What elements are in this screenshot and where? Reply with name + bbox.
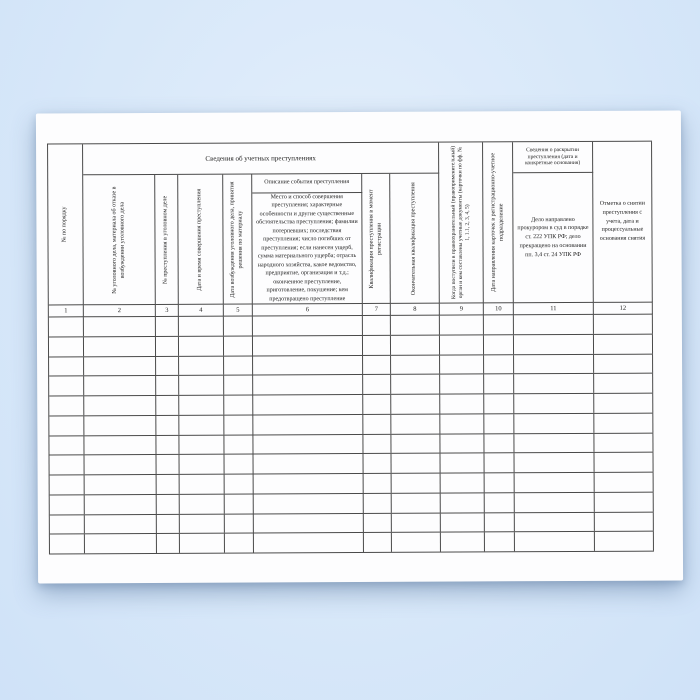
col-header-removal-note xyxy=(593,142,653,303)
empty-cell xyxy=(224,435,253,454)
event-description-detail-text: Место и способ совершения преступления; характерные особенности и другие существенные обстоятельства преступления; фамилии потерпевших; последствия преступления; число погибших от преступления; если нанесен ущерб, сумма материального ущерба; отрасль народного хозяйства, какое ведомство, предприятие, организация и т.д.; оконченное преступление, приготовление, покушение; кем предотвращено преступление xyxy=(256,193,358,303)
empty-cell xyxy=(84,416,156,435)
empty-cell xyxy=(514,335,594,354)
empty-cell xyxy=(392,474,441,493)
col-header-case-number xyxy=(83,175,156,305)
empty-cell xyxy=(364,494,392,513)
col-header-crime-datetime xyxy=(178,175,224,305)
empty-cell xyxy=(391,335,440,354)
empty-cell xyxy=(363,336,391,355)
empty-cell xyxy=(50,475,85,494)
empty-cell xyxy=(224,376,253,395)
empty-cell xyxy=(392,533,441,552)
empty-cell xyxy=(225,514,254,533)
empty-cell xyxy=(85,534,157,553)
empty-cell xyxy=(254,513,364,532)
empty-cell xyxy=(85,495,157,514)
empty-cell xyxy=(485,454,515,473)
col-header-cards-sent-date xyxy=(483,142,514,303)
empty-cell xyxy=(440,394,484,413)
col-number-5: 5 xyxy=(224,305,253,317)
empty-cell xyxy=(484,355,514,374)
empty-cell xyxy=(157,495,180,514)
empty-cell xyxy=(441,533,485,552)
empty-cell xyxy=(485,513,515,532)
empty-cell xyxy=(595,453,654,472)
col-number-12: 12 xyxy=(594,303,653,315)
empty-cell xyxy=(156,416,179,435)
empty-cell xyxy=(224,415,253,434)
empty-cell xyxy=(515,493,595,512)
empty-cell xyxy=(179,415,224,434)
col-header-solved-info-label: Сведения о раскрытии преступления (дата и конкретные основания) xyxy=(525,146,581,167)
col-header-order-no-label: № по порядку xyxy=(61,206,68,243)
empty-cell xyxy=(84,435,156,454)
merged-header-label: Сведения об учетных преступлениях xyxy=(205,153,316,163)
col-header-final-qualification-label: Окончательная квалификация преступления xyxy=(410,181,417,295)
col-number-2: 2 xyxy=(84,305,156,317)
empty-cell xyxy=(364,474,392,493)
empty-cell xyxy=(224,356,253,375)
col-header-event-description-label: Описание события преступления xyxy=(264,179,350,186)
empty-cell xyxy=(179,317,224,336)
col-number-6: 6 xyxy=(253,304,363,317)
empty-cell xyxy=(363,415,391,434)
empty-cell xyxy=(253,316,363,335)
empty-cell xyxy=(363,316,391,335)
table-row xyxy=(50,532,654,555)
empty-cell xyxy=(157,514,180,533)
empty-cell xyxy=(485,473,515,492)
empty-cell xyxy=(391,414,440,433)
empty-cell xyxy=(514,354,594,373)
empty-cell xyxy=(440,434,484,453)
empty-cell xyxy=(180,494,225,513)
empty-cell xyxy=(594,433,653,452)
col-number-8: 8 xyxy=(391,304,440,316)
empty-cell xyxy=(49,337,84,356)
empty-cell xyxy=(515,532,595,551)
empty-cell xyxy=(225,534,254,553)
empty-cell xyxy=(156,376,179,395)
empty-cell xyxy=(179,435,224,454)
empty-cell xyxy=(50,535,85,554)
empty-cell xyxy=(595,473,654,492)
empty-cell xyxy=(50,456,85,475)
event-description-detail-cell xyxy=(252,193,363,305)
empty-rows-area xyxy=(49,315,654,555)
empty-cell xyxy=(85,455,157,474)
empty-cell xyxy=(50,515,85,534)
empty-cell xyxy=(157,534,180,553)
empty-cell xyxy=(49,317,84,336)
empty-cell xyxy=(441,454,485,473)
empty-cell xyxy=(225,475,254,494)
empty-cell xyxy=(440,414,484,433)
empty-cell xyxy=(515,453,595,472)
empty-cell xyxy=(49,416,84,435)
empty-cell xyxy=(84,376,156,395)
empty-cell xyxy=(594,413,653,432)
empty-cell xyxy=(363,434,391,453)
empty-cell xyxy=(224,396,253,415)
empty-cell xyxy=(253,395,363,414)
empty-cell xyxy=(180,534,225,553)
solved-info-detail-cell xyxy=(513,173,594,303)
empty-cell xyxy=(157,455,180,474)
crime-register-table xyxy=(47,141,654,555)
empty-cell xyxy=(156,435,179,454)
empty-cell xyxy=(484,394,514,413)
empty-cell xyxy=(391,375,440,394)
empty-cell xyxy=(49,377,84,396)
empty-cell xyxy=(50,495,85,514)
empty-cell xyxy=(515,473,595,492)
empty-cell xyxy=(179,376,224,395)
empty-cell xyxy=(440,355,484,374)
col-number-7: 7 xyxy=(363,304,391,316)
empty-cell xyxy=(225,494,254,513)
empty-cell xyxy=(514,433,594,452)
col-header-crime-datetime-label: Дата и время совершения преступления xyxy=(196,188,203,291)
empty-cell xyxy=(49,436,84,455)
empty-cell xyxy=(179,356,224,375)
empty-cell xyxy=(484,315,514,334)
empty-cell xyxy=(392,454,441,473)
empty-cell xyxy=(515,512,595,531)
empty-cell xyxy=(254,474,364,493)
empty-cell xyxy=(484,414,514,433)
empty-cell xyxy=(84,317,156,336)
col-header-crime-number xyxy=(155,175,179,305)
empty-cell xyxy=(364,454,392,473)
empty-cell xyxy=(595,492,654,511)
col-number-10: 10 xyxy=(484,303,514,315)
empty-cell xyxy=(440,315,484,334)
col-header-event-description xyxy=(252,174,362,194)
empty-cell xyxy=(363,355,391,374)
empty-cell xyxy=(484,375,514,394)
col-header-case-number-label: № уголовного дела, материала об отказе в возбуждении уголовного дела xyxy=(110,186,126,294)
empty-cell xyxy=(156,356,179,375)
col-header-case-opened-date xyxy=(223,175,253,305)
empty-cell xyxy=(485,533,515,552)
empty-cell xyxy=(254,454,364,473)
empty-cell xyxy=(594,354,653,373)
empty-cell xyxy=(253,355,363,374)
empty-cell xyxy=(156,317,179,336)
empty-cell xyxy=(253,336,363,355)
empty-cell xyxy=(180,455,225,474)
col-header-solved-info xyxy=(513,142,593,173)
empty-cell xyxy=(84,337,156,356)
empty-cell xyxy=(514,414,594,433)
empty-cell xyxy=(156,337,179,356)
empty-cell xyxy=(441,493,485,512)
empty-cell xyxy=(85,514,157,533)
empty-cell xyxy=(49,357,84,376)
empty-cell xyxy=(485,493,515,512)
merged-header-recorded-crimes xyxy=(83,143,439,176)
col-number-3: 3 xyxy=(156,305,179,317)
empty-cell xyxy=(391,395,440,414)
empty-cell xyxy=(392,513,441,532)
empty-cell xyxy=(254,533,364,552)
col-header-final-qualification xyxy=(390,174,440,304)
empty-cell xyxy=(363,375,391,394)
empty-cell xyxy=(594,334,653,353)
empty-cell xyxy=(594,374,653,393)
empty-cell xyxy=(85,475,157,494)
empty-cell xyxy=(84,396,156,415)
empty-cell xyxy=(364,533,392,552)
empty-cell xyxy=(594,394,653,413)
col-header-documents-received-label: Когда поступили в правоохранительный (правоприменительный) орган и кем составлены учетные документы (карточки по фф. № 1, 1.1, 2, 3, 4, 5) xyxy=(449,145,471,300)
col-header-crime-number-label: № преступления в уголовном деле xyxy=(162,195,169,284)
empty-cell xyxy=(49,396,84,415)
empty-cell xyxy=(440,335,484,354)
empty-cell xyxy=(441,473,485,492)
col-number-9: 9 xyxy=(440,303,484,315)
empty-cell xyxy=(157,475,180,494)
empty-cell xyxy=(253,415,363,434)
empty-cell xyxy=(484,335,514,354)
empty-cell xyxy=(225,455,254,474)
empty-cell xyxy=(156,396,179,415)
empty-cell xyxy=(594,315,653,334)
empty-cell xyxy=(180,475,225,494)
empty-cell xyxy=(363,395,391,414)
empty-cell xyxy=(441,513,485,532)
col-header-initial-qualification-label: Квалификация преступления в момент регистрации xyxy=(367,188,383,288)
empty-cell xyxy=(180,514,225,533)
col-header-documents-received xyxy=(439,142,484,303)
col-header-order-no xyxy=(48,144,84,305)
empty-cell xyxy=(514,315,594,334)
empty-cell xyxy=(179,336,224,355)
empty-cell xyxy=(391,316,440,335)
empty-cell xyxy=(391,355,440,374)
empty-cell xyxy=(514,394,594,413)
empty-cell xyxy=(254,494,364,513)
paper-sheet xyxy=(36,110,683,583)
col-header-cards-sent-date-label: Дата направления карточек в регистрационно-учетное подразделение xyxy=(489,152,505,292)
solved-info-detail-text: Дело направлено прокурором в суд в порядке ст. 222 УПК РФ; дело прекращено на основании пп. 3,4 ст. 24 УПК РФ xyxy=(517,216,589,258)
col-header-case-opened-date-label: Дата возбуждения уголовного дела, принятия решения по материалу xyxy=(229,180,244,298)
empty-cell xyxy=(595,532,654,551)
col-number-4: 4 xyxy=(179,305,224,317)
empty-cell xyxy=(514,374,594,393)
col-number-11: 11 xyxy=(514,303,594,315)
empty-cell xyxy=(84,356,156,375)
empty-cell xyxy=(253,375,363,394)
col-header-removal-note-label: Отметка о снятии преступления с учета, дата и процессуальные основания снятия xyxy=(599,200,646,242)
empty-cell xyxy=(364,513,392,532)
empty-cell xyxy=(595,512,654,531)
empty-cell xyxy=(253,434,363,453)
empty-cell xyxy=(440,375,484,394)
empty-cell xyxy=(392,493,441,512)
col-header-initial-qualification xyxy=(362,174,391,304)
empty-cell xyxy=(391,434,440,453)
empty-cell xyxy=(224,317,253,336)
empty-cell xyxy=(179,396,224,415)
col-number-1: 1 xyxy=(49,305,84,317)
empty-cell xyxy=(484,434,514,453)
empty-cell xyxy=(224,336,253,355)
